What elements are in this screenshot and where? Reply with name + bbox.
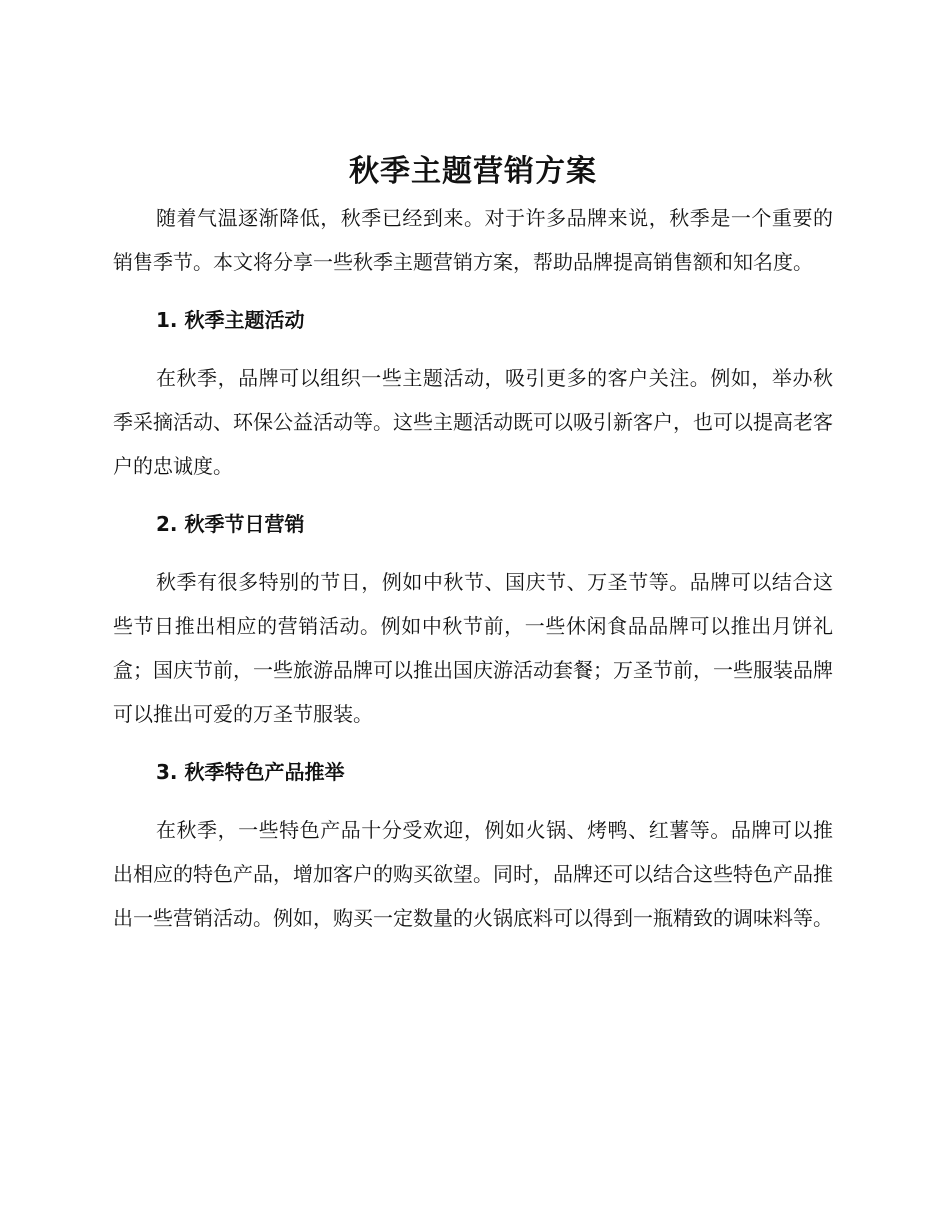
section-2-heading: 2. 秋季节日营销 — [156, 512, 305, 536]
intro-paragraph: 随着气温逐渐降低，秋季已经到来。对于许多品牌来说，秋季是一个重要的销售季节。本文将分享一些秋季主题营销方案，帮助品牌提高销售额和知名度。 — [113, 206, 833, 274]
section-2-body: 秋季有很多特别的节日，例如中秋节、国庆节、万圣节等。品牌可以结合这些节日推出相应的营销活动。例如中秋节前，一些休闲食品品牌可以推出月饼礼盒；国庆节前，一些旅游品牌可以推出国庆游活动套餐；万圣节前，一些服装品牌可以推出可爱的万圣节服装。 — [113, 570, 833, 726]
section-3-body: 在秋季，一些特色产品十分受欢迎，例如火锅、烤鸭、红薯等。品牌可以推出相应的特色产品，增加客户的购买欲望。同时，品牌还可以结合这些特色产品推出一些营销活动。例如，购买一定数量的火锅底料可以得到一瓶精致的调味料等。 — [113, 818, 833, 930]
section-1-body: 在秋季，品牌可以组织一些主题活动，吸引更多的客户关注。例如，举办秋季采摘活动、环保公益活动等。这些主题活动既可以吸引新客户，也可以提高老客户的忠诚度。 — [113, 366, 833, 478]
section-1-heading: 1. 秋季主题活动 — [156, 308, 305, 332]
section-3-heading: 3. 秋季特色产品推举 — [156, 760, 345, 784]
document-page — [113, 150, 833, 940]
document-title: 秋季主题营销方案 — [349, 154, 597, 189]
